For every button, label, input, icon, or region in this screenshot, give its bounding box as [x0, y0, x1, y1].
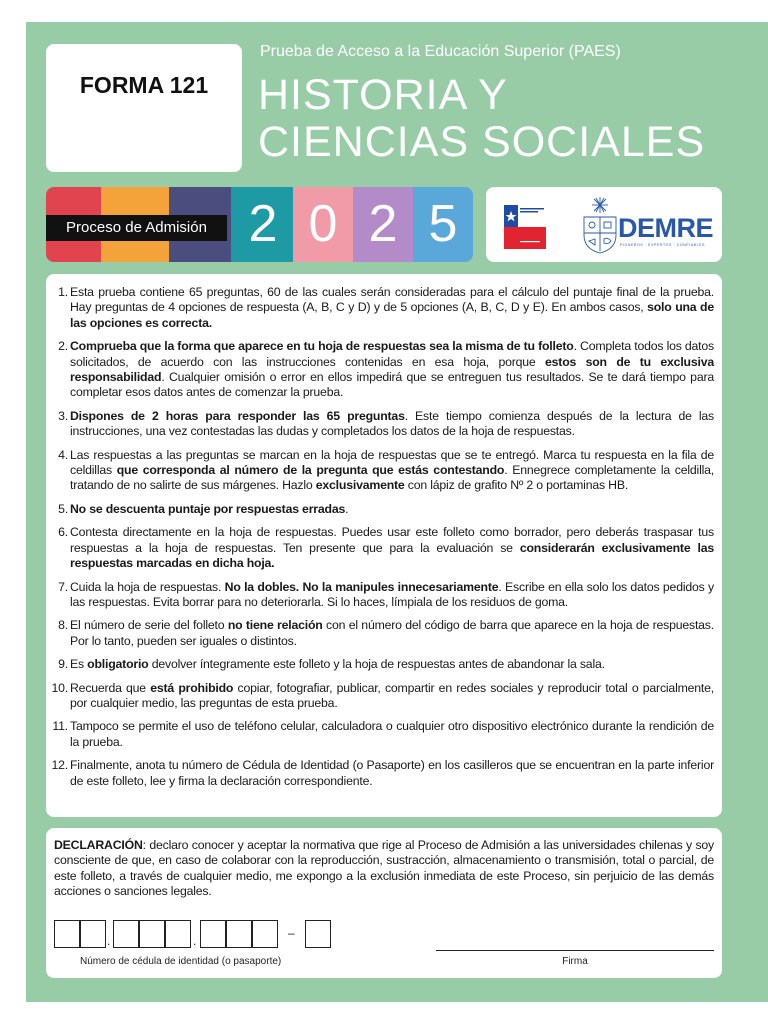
instruction-item: [54, 657, 714, 672]
cedula-separator: .: [107, 934, 111, 948]
cedula-digit-box[interactable]: [80, 920, 106, 948]
instruction-number: 3.: [58, 408, 68, 423]
instruction-emphasis: Dispones de 2 horas para responder las 65 preguntas: [70, 408, 405, 423]
instruction-number: 8.: [58, 618, 68, 633]
demre-emblem-icon: [578, 195, 622, 255]
year-digit: 5: [428, 195, 458, 253]
instruction-text: Cuida la hoja de respuestas.: [70, 579, 225, 594]
instruction-text: devolver íntegramente este folleto y la hoja de respuestas antes de abandonar la sala.: [148, 657, 605, 672]
forma-number: FORMA 121: [79, 72, 209, 98]
cedula-digit-box[interactable]: [165, 920, 191, 948]
cedula-digit-box[interactable]: [200, 920, 226, 948]
instruction-text: Es: [70, 657, 88, 672]
cedula-digit-box[interactable]: [252, 920, 278, 948]
signature-label: Firma: [562, 956, 588, 967]
instruction-text: . Cualquier omisión o error en ellos impedirá que se entreguen tus resultados. Se te dará tiempo para completar esos datos antes de comenzar la prueba.: [70, 370, 714, 400]
instruction-text: Recuerda que: [70, 680, 151, 695]
instruction-number: 10.: [51, 680, 68, 695]
cedula-digit-box[interactable]: [226, 920, 252, 948]
instruction-text: Finalmente, anota tu número de Cédula de Identidad (o Pasaporte) en los casilleros que se encuentran en la parte inferior de este folleto, lee y firma la declaración correspondiente.: [70, 758, 714, 788]
signature-line[interactable]: [436, 950, 714, 951]
instruction-emphasis: no tiene relación: [227, 618, 323, 633]
instruction-text: copiar, fotografiar, publicar, compartir en redes sociales y reproducir total o parcialmente, por cualquier medio, las preguntas de esta prueba.: [70, 680, 714, 710]
instruction-number: 1.: [58, 285, 68, 299]
logos-box: [486, 187, 722, 262]
year-digit: 2: [248, 195, 278, 253]
instruction-number: 11.: [52, 719, 68, 734]
instruction-item: [54, 285, 714, 331]
cedula-digit-box[interactable]: [113, 920, 139, 948]
exam-title-line2: CIENCIAS SOCIALES: [258, 118, 706, 166]
proceso-label: Proceso de Admisión: [46, 215, 227, 241]
instruction-item: [54, 409, 714, 440]
instruction-number: 9.: [58, 657, 68, 672]
demre-logo-text: DEMRE: [618, 213, 714, 243]
instruction-number: 4.: [58, 447, 68, 462]
instruction-number: 6.: [58, 525, 68, 540]
declaration-label: DECLARACIÓN: [54, 838, 143, 852]
instruction-text: Tampoco se permite el uso de teléfono celular, calculadora o cualquier otro dispositivo electrónico durante la rendición de la prueba.: [70, 719, 714, 749]
exam-title-line1: HISTORIA Y: [258, 71, 508, 119]
instruction-item: [54, 502, 714, 517]
instruction-text: . Escribe en ella solo los datos pedidos y las respuestas. Evita borrar para no deteriorarla. Si lo haces, límpiala de los residuos de goma.: [70, 579, 714, 609]
demre-tagline: PIONEROS · EXPERTOS · CONFIABLES: [620, 243, 706, 247]
instructions-list: [46, 274, 722, 789]
instruction-number: 7.: [58, 579, 68, 594]
cedula-check-digit-box[interactable]: [305, 920, 331, 948]
year-digit: 2: [368, 195, 398, 253]
instruction-emphasis: que corresponda al número de la pregunta que estás contestando: [116, 463, 505, 478]
forma-box: [46, 44, 242, 172]
instruction-number: 12.: [51, 758, 68, 773]
instruction-text: con lápiz de grafito Nº 2 o portaminas HB.: [404, 478, 629, 493]
instruction-text: Esta prueba contiene 65 preguntas, 60 de las cuales serán consideradas para el cálculo del puntaje final de la prueba. Hay preguntas de 4 opciones de respuesta (A, B, C y D) y de 5 opciones (A, B, C, D y E). En ambos casos,: [70, 285, 714, 315]
instruction-text: . Este tiempo comienza después de la lectura de las instrucciones, una vez contestadas las dudas y completados los datos de la hoja de respuestas.: [70, 408, 715, 439]
instruction-text: con el número del código de barra que aparece en la hoja de respuestas. Por lo tanto, pueden ser iguales o distintos.: [70, 618, 714, 648]
instruction-item: [54, 339, 714, 401]
instruction-item: [54, 618, 714, 649]
instruction-text: .: [345, 501, 349, 516]
cedula-digit-box[interactable]: [139, 920, 165, 948]
instruction-item: [54, 719, 714, 750]
instruction-emphasis: exclusivamente: [315, 478, 405, 493]
instruction-emphasis: obligatorio: [87, 657, 149, 672]
year-digit: 0: [308, 195, 338, 253]
instruction-item: [51, 758, 714, 789]
instruction-item: [54, 448, 714, 494]
cedula-label: Número de cédula de identidad (o pasaporte): [80, 956, 282, 967]
instruction-number: 2.: [58, 339, 68, 354]
instruction-item: [51, 680, 714, 712]
declaration-text: [54, 838, 714, 900]
mineduc-logo: [504, 205, 546, 249]
instruction-item: [54, 580, 714, 611]
instruction-text: . Completa todos los datos solicitados, de acuerdo con las instrucciones contenidas en esa hoja, porque: [70, 339, 714, 369]
instruction-emphasis: Comprueba que la forma que aparece en tu hoja de respuestas sea la misma de tu folleto: [70, 339, 574, 354]
cedula-dash: –: [288, 926, 295, 940]
instruction-emphasis: está prohibido: [150, 680, 234, 695]
instruction-number: 5.: [58, 501, 68, 516]
instruction-item: [54, 525, 714, 571]
instruction-emphasis: No se descuenta puntaje por respuestas erradas: [70, 501, 346, 516]
instruction-text: . Ennegrece completamente la celdilla, tratando de no salirte de sus márgenes. Hazlo: [70, 463, 714, 493]
cedula-digit-box[interactable]: [54, 920, 80, 948]
instruction-text: El número de serie del folleto: [70, 618, 228, 633]
exam-subtitle: Prueba de Acceso a la Educación Superior (PAES): [260, 43, 621, 60]
declaration-panel: [46, 828, 722, 978]
cedula-separator: .: [193, 934, 197, 948]
instruction-text: Contesta directamente en la hoja de respuestas. Puedes usar este folleto como borrador, pero deberás traspasar tus respuestas a la hoja de respuestas. Ten presente que para la evaluación se: [70, 525, 714, 555]
instruction-emphasis: No la dobles. No la manipules innecesariamente: [224, 579, 499, 594]
declaration-body: : declaro conocer y aceptar la normativa que rige al Proceso de Admisión a las universidades chilenas y soy consciente de que, en caso de colaborar con la reproducción, sustracción, almacenamiento o transmisión, total o parcial, de este folleto, a través de cualquier medio, me expongo a la exclusión inmediata de este Proceso, sin perjuicio de las demás acciones o sanciones legales.: [54, 838, 714, 899]
instruction-emphasis: considerarán exclusivamente las respuestas marcadas en dicha hoja.: [70, 540, 714, 571]
instructions-panel: [46, 274, 722, 817]
instruction-emphasis: solo una de las opciones es correcta.: [70, 300, 715, 330]
instruction-text: Las respuestas a las preguntas se marcan en la hoja de respuestas que se te entregó. Marca tu respuesta en la fila de celdillas: [70, 447, 714, 478]
instruction-emphasis: estos son de tu exclusiva responsabilidad: [70, 354, 714, 385]
